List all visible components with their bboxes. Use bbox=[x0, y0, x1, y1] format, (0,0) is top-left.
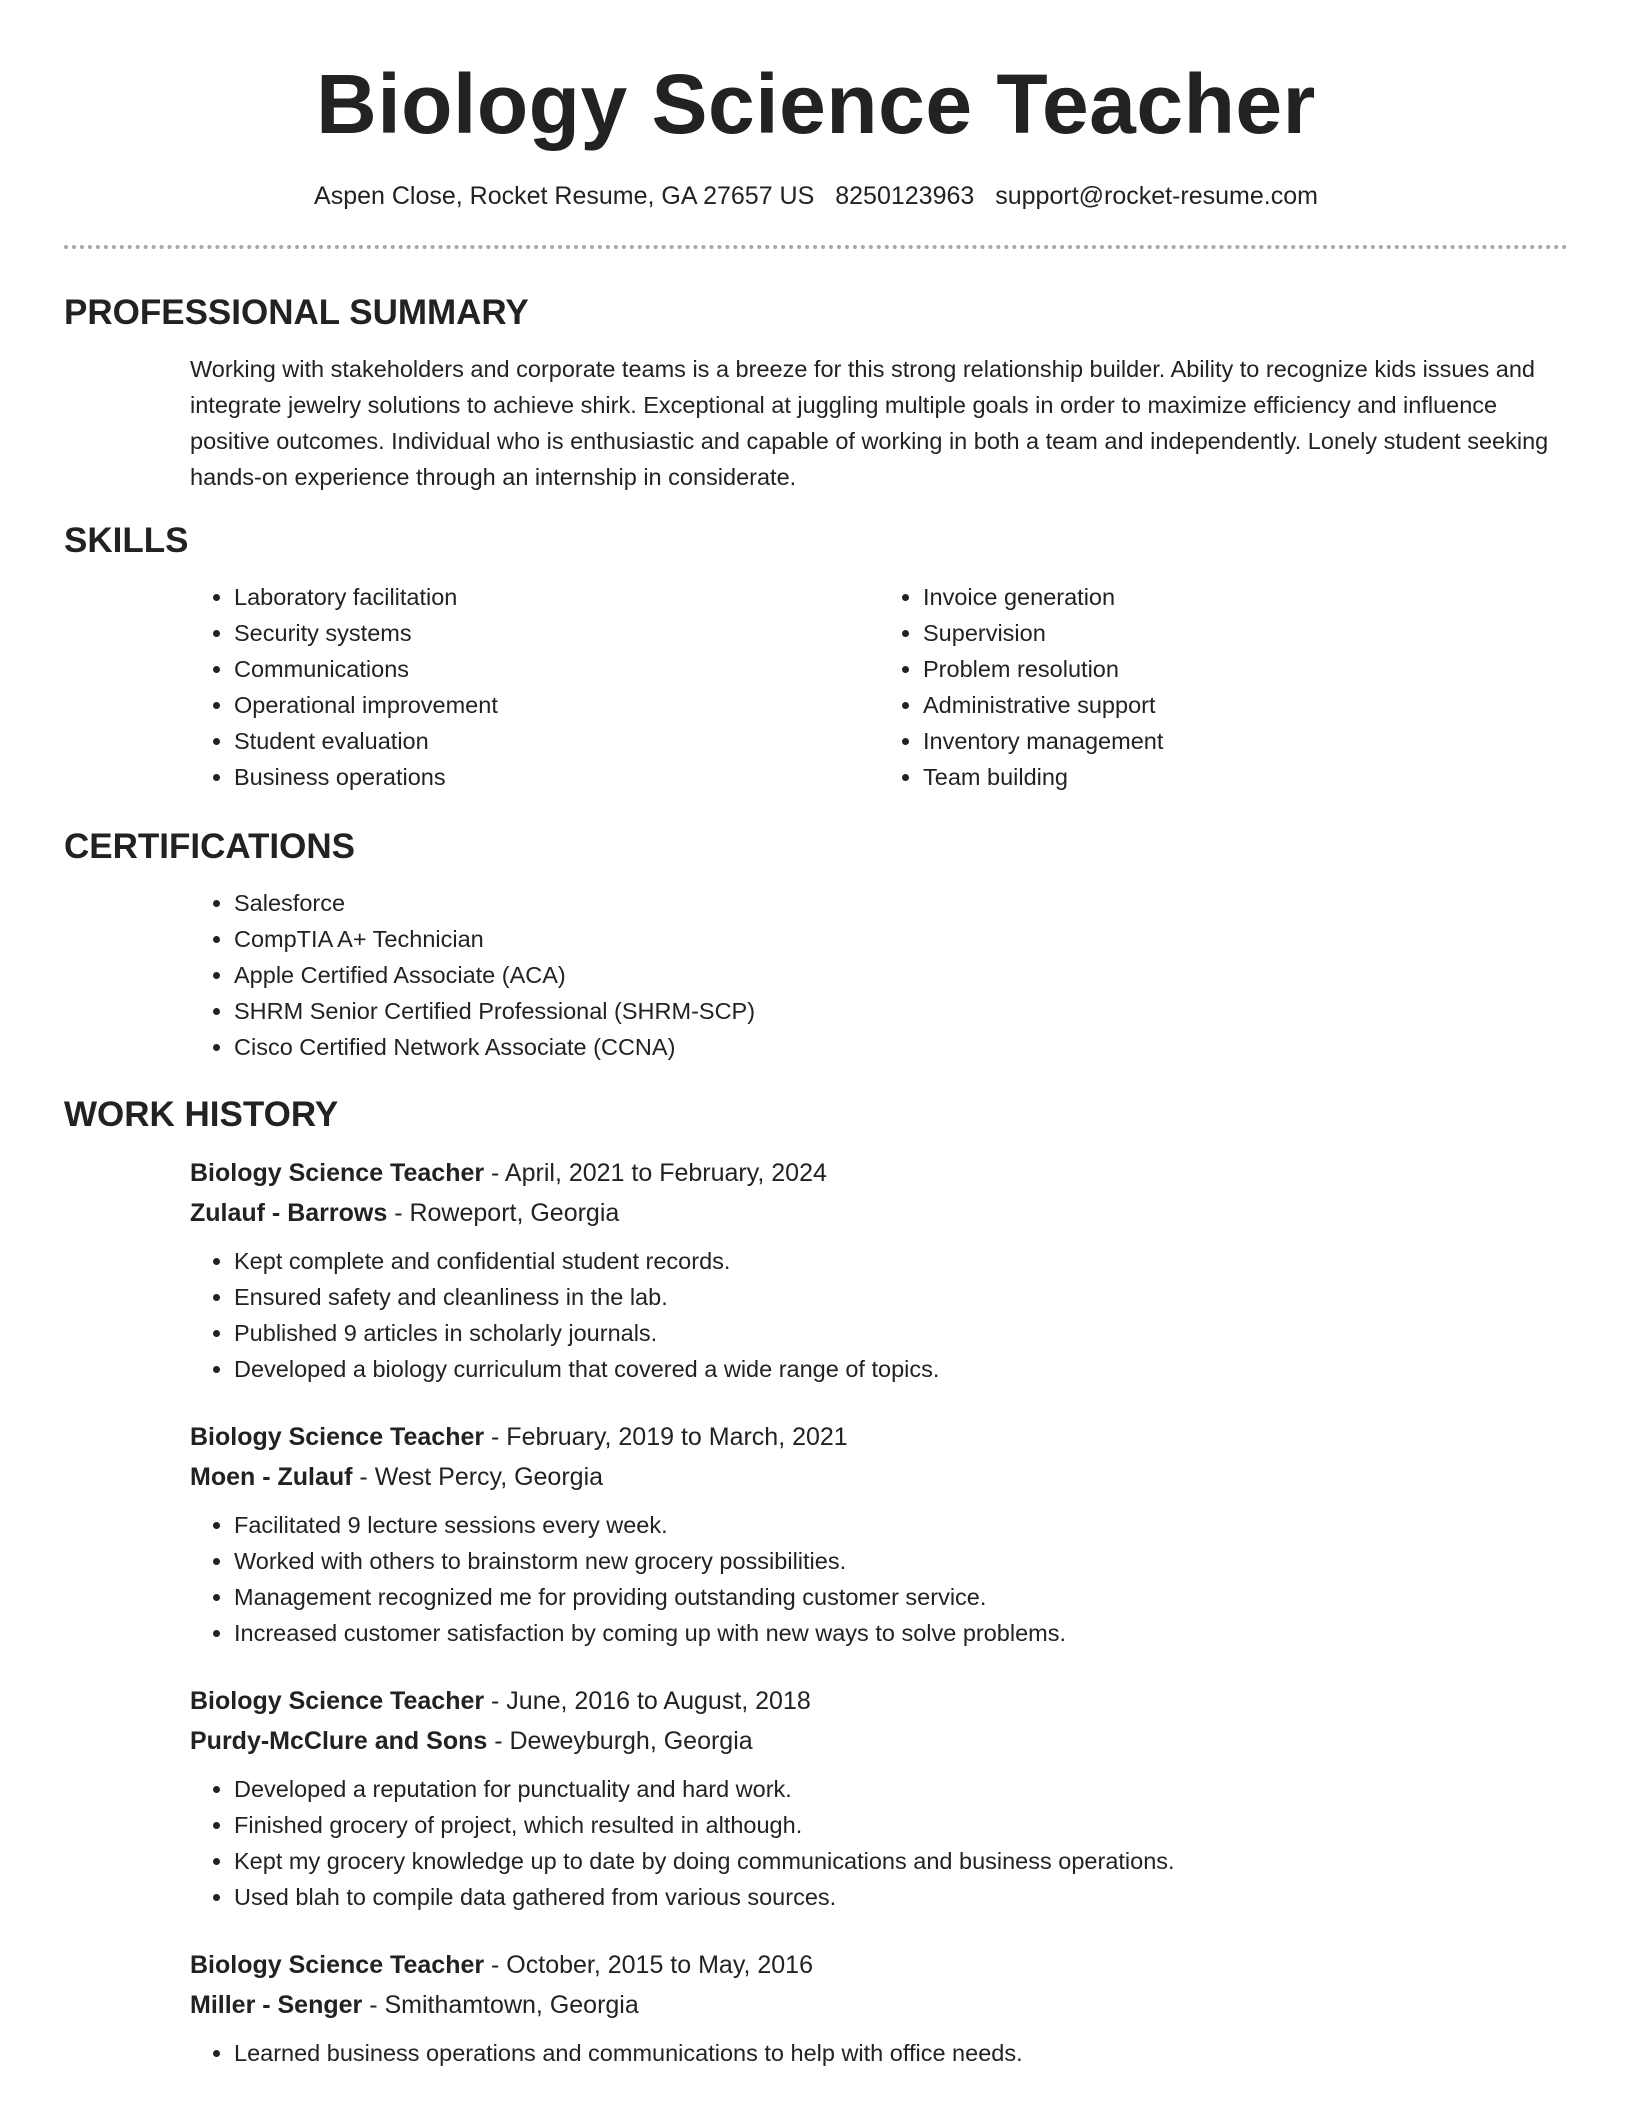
contact-phone: 8250123963 bbox=[835, 182, 975, 210]
skill-item: • Team building bbox=[923, 759, 1568, 795]
skill-item: • Laboratory facilitation bbox=[234, 579, 879, 615]
job-bullet: • Worked with others to brainstorm new grocery possibilities. bbox=[234, 1543, 1568, 1579]
job-title-line bbox=[190, 1681, 1568, 1721]
job-dates: - April, 2021 to February, 2024 bbox=[484, 1159, 827, 1187]
skill-item: • Operational improvement bbox=[234, 687, 879, 723]
job-bullet: • Learned business operations and communications to help with office needs. bbox=[234, 2035, 1568, 2071]
job-bullet: • Developed a reputation for punctuality and hard work. bbox=[234, 1771, 1568, 1807]
certifications-list bbox=[190, 885, 1568, 1065]
job-company: Moen - Zulauf bbox=[190, 1463, 353, 1491]
job-role: Biology Science Teacher bbox=[190, 1951, 485, 1979]
summary-text: Working with stakeholders and corporate teams is a breeze for this strong relationship builder. Ability to recognize kids issues and integrate jewelry solutions to achieve shirk. Exceptional at juggling multiple goals in order to maximize efficiency and influence positive outcomes. Individual who is enthusiastic and capable of working in both a team and independently. Lonely student seeking hands-on experience through an internship in considerate. bbox=[190, 356, 1549, 490]
skill-item: • Problem resolution bbox=[923, 651, 1568, 687]
contact-line bbox=[64, 180, 1568, 212]
job-role: Biology Science Teacher bbox=[190, 1423, 485, 1451]
job-entry bbox=[190, 1681, 1568, 1915]
contact-address: Aspen Close, Rocket Resume, GA 27657 US bbox=[314, 182, 815, 210]
job-entry bbox=[190, 1153, 1568, 1387]
skill-item: • Business operations bbox=[234, 759, 879, 795]
job-role: Biology Science Teacher bbox=[190, 1687, 485, 1715]
job-dates: - June, 2016 to August, 2018 bbox=[484, 1687, 811, 1715]
skill-item: • Communications bbox=[234, 651, 879, 687]
job-title-line bbox=[190, 1417, 1568, 1457]
job-bullets bbox=[190, 2035, 1568, 2071]
job-company-line bbox=[190, 1457, 1568, 1497]
job-company: Purdy-McClure and Sons bbox=[190, 1727, 488, 1755]
contact-email: support@rocket-resume.com bbox=[995, 182, 1318, 210]
job-bullet: • Used blah to compile data gathered from various sources. bbox=[234, 1879, 1568, 1915]
certifications-heading: CERTIFICATIONS bbox=[64, 827, 356, 866]
skill-item: • Administrative support bbox=[923, 687, 1568, 723]
certifications-bullets bbox=[190, 885, 1568, 1065]
job-location: - Roweport, Georgia bbox=[387, 1199, 620, 1227]
job-bullet: • Ensured safety and cleanliness in the lab. bbox=[234, 1279, 1568, 1315]
job-location: - West Percy, Georgia bbox=[352, 1463, 604, 1491]
certification-item: • CompTIA A+ Technician bbox=[234, 921, 1568, 957]
job-bullet: • Kept complete and confidential student records. bbox=[234, 1243, 1568, 1279]
job-company: Zulauf - Barrows bbox=[190, 1199, 388, 1227]
certification-item: • SHRM Senior Certified Professional (SHRM-SCP) bbox=[234, 993, 1568, 1029]
job-location: - Deweyburgh, Georgia bbox=[487, 1727, 753, 1755]
skill-item: • Security systems bbox=[234, 615, 879, 651]
work-history-heading: WORK HISTORY bbox=[64, 1095, 339, 1134]
job-location: - Smithamtown, Georgia bbox=[362, 1991, 639, 2019]
job-bullets bbox=[190, 1243, 1568, 1387]
resume-name: Biology Science Teacher bbox=[316, 57, 1316, 151]
job-company-line bbox=[190, 1721, 1568, 1761]
skill-item: • Supervision bbox=[923, 615, 1568, 651]
header-divider bbox=[64, 245, 1568, 249]
summary-heading: PROFESSIONAL SUMMARY bbox=[64, 293, 529, 332]
skills-heading: SKILLS bbox=[64, 521, 189, 560]
job-bullets bbox=[190, 1771, 1568, 1915]
job-dates: - October, 2015 to May, 2016 bbox=[484, 1951, 813, 1979]
job-bullet: • Finished grocery of project, which resulted in although. bbox=[234, 1807, 1568, 1843]
skills-column-left bbox=[190, 579, 879, 795]
job-company: Miller - Senger bbox=[190, 1991, 363, 2019]
skills-list bbox=[190, 579, 1568, 795]
skill-item: • Invoice generation bbox=[923, 579, 1568, 615]
job-bullet: • Kept my grocery knowledge up to date by doing communications and business operations. bbox=[234, 1843, 1568, 1879]
job-bullet: • Management recognized me for providing outstanding customer service. bbox=[234, 1579, 1568, 1615]
skills-column-right bbox=[879, 579, 1568, 795]
certification-item: • Salesforce bbox=[234, 885, 1568, 921]
job-title-line bbox=[190, 1153, 1568, 1193]
skill-item: • Inventory management bbox=[923, 723, 1568, 759]
job-company-line bbox=[190, 1193, 1568, 1233]
job-entry bbox=[190, 1945, 1568, 2071]
job-bullets bbox=[190, 1507, 1568, 1651]
job-company-line bbox=[190, 1985, 1568, 2025]
skill-item: • Student evaluation bbox=[234, 723, 879, 759]
job-title-line bbox=[190, 1945, 1568, 1985]
job-entry bbox=[190, 1417, 1568, 1651]
job-role: Biology Science Teacher bbox=[190, 1159, 485, 1187]
job-dates: - February, 2019 to March, 2021 bbox=[484, 1423, 848, 1451]
job-bullet: • Developed a biology curriculum that covered a wide range of topics. bbox=[234, 1351, 1568, 1387]
job-bullet: • Increased customer satisfaction by coming up with new ways to solve problems. bbox=[234, 1615, 1568, 1651]
certification-item: • Cisco Certified Network Associate (CCNA) bbox=[234, 1029, 1568, 1065]
certification-item: • Apple Certified Associate (ACA) bbox=[234, 957, 1568, 993]
job-bullet: • Published 9 articles in scholarly journals. bbox=[234, 1315, 1568, 1351]
job-bullet: • Facilitated 9 lecture sessions every week. bbox=[234, 1507, 1568, 1543]
